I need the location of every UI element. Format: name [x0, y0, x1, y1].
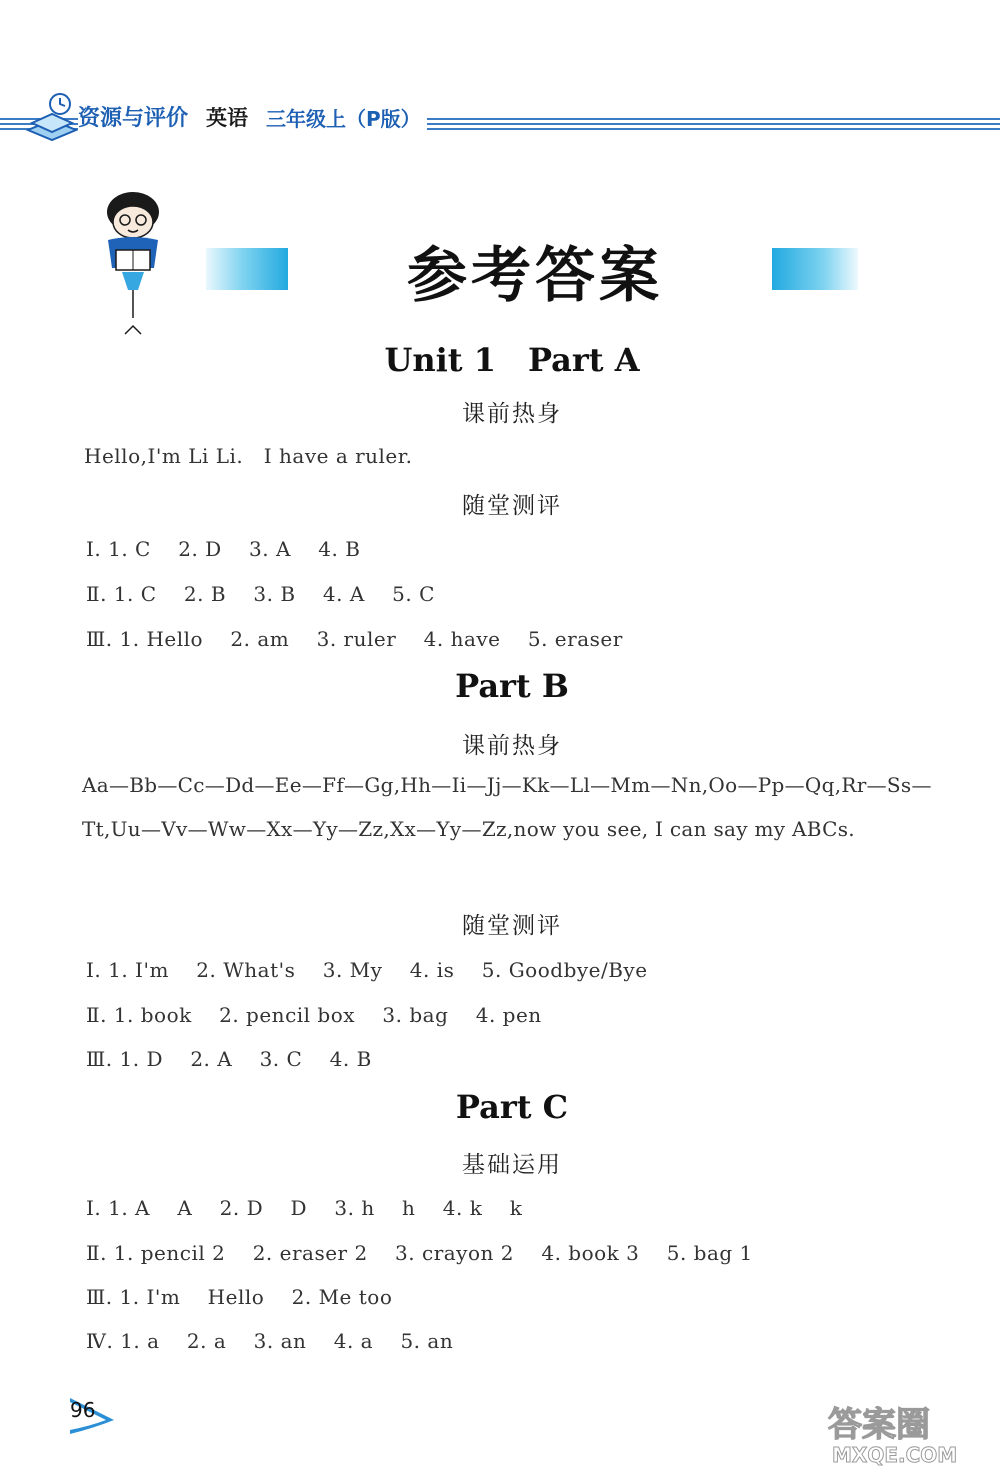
cartoon-boy-reading-illustration: [98, 190, 168, 340]
answer-line-c-4: Ⅳ. 1. a 2. a 3. an 4. a 5. an: [86, 1329, 454, 1353]
warmup-heading-a: 课前热身: [462, 401, 562, 427]
page-header: [0, 88, 1000, 158]
answer-line-a-3: Ⅲ. 1. Hello 2. am 3. ruler 4. have 5. eraser: [86, 627, 623, 651]
title-banner-left: [206, 248, 288, 290]
subject-label: 英语: [206, 106, 249, 130]
title-banner-right: [772, 248, 858, 290]
unit-part-a-heading: Unit 1 Part A: [384, 341, 640, 379]
test-heading-b: 随堂测评: [462, 913, 562, 939]
watermark-top-text: 答案圈: [828, 1405, 930, 1445]
watermark-logo: [822, 1396, 992, 1468]
answer-line-a-2: Ⅱ. 1. C 2. B 3. B 4. A 5. C: [86, 582, 435, 606]
answer-line-a-1: Ⅰ. 1. C 2. D 3. A 4. B: [86, 537, 361, 561]
answer-line-b-3: Ⅲ. 1. D 2. A 3. C 4. B: [86, 1047, 372, 1071]
warmup-answer-b: Aa—Bb—Cc—Dd—Ee—Ff—Gg,Hh—Ii—Jj—Kk—Ll—Mm—Nn,Oo—Pp—Qq,Rr—Ss—Tt,Uu—Vv—Ww—Xx—Yy—Zz,Xx—Yy—Zz,now you see, I can say my ABCs.: [82, 773, 932, 841]
answer-line-c-1: Ⅰ. 1. A A 2. D D 3. h h 4. k k: [86, 1196, 523, 1220]
answer-line-b-1: Ⅰ. 1. I'm 2. What's 3. My 4. is 5. Goodbye/Bye: [86, 958, 648, 982]
page-title: 参考答案: [407, 241, 663, 311]
basic-heading-c: 基础运用: [462, 1152, 562, 1178]
answer-line-c-2: Ⅱ. 1. pencil 2 2. eraser 2 3. crayon 2 4. book 3 5. bag 1: [86, 1241, 753, 1265]
test-heading-a: 随堂测评: [462, 493, 562, 519]
watermark-bottom-text: MXQE.COM: [832, 1443, 958, 1467]
series-title: 资源与评价: [78, 106, 189, 131]
books-logo-icon: [22, 90, 82, 144]
page-number: 96: [70, 1398, 96, 1422]
grade-label: 三年级上（P版）: [266, 107, 421, 131]
part-b-heading: Part B: [455, 667, 569, 705]
answer-line-c-3: Ⅲ. 1. I'm Hello 2. Me too: [86, 1285, 393, 1309]
part-c-heading: Part C: [455, 1088, 569, 1126]
answer-line-b-2: Ⅱ. 1. book 2. pencil box 3. bag 4. pen: [86, 1003, 542, 1027]
warmup-answer-a: Hello,I'm Li Li. I have a ruler.: [84, 444, 413, 468]
warmup-heading-b: 课前热身: [462, 733, 562, 759]
